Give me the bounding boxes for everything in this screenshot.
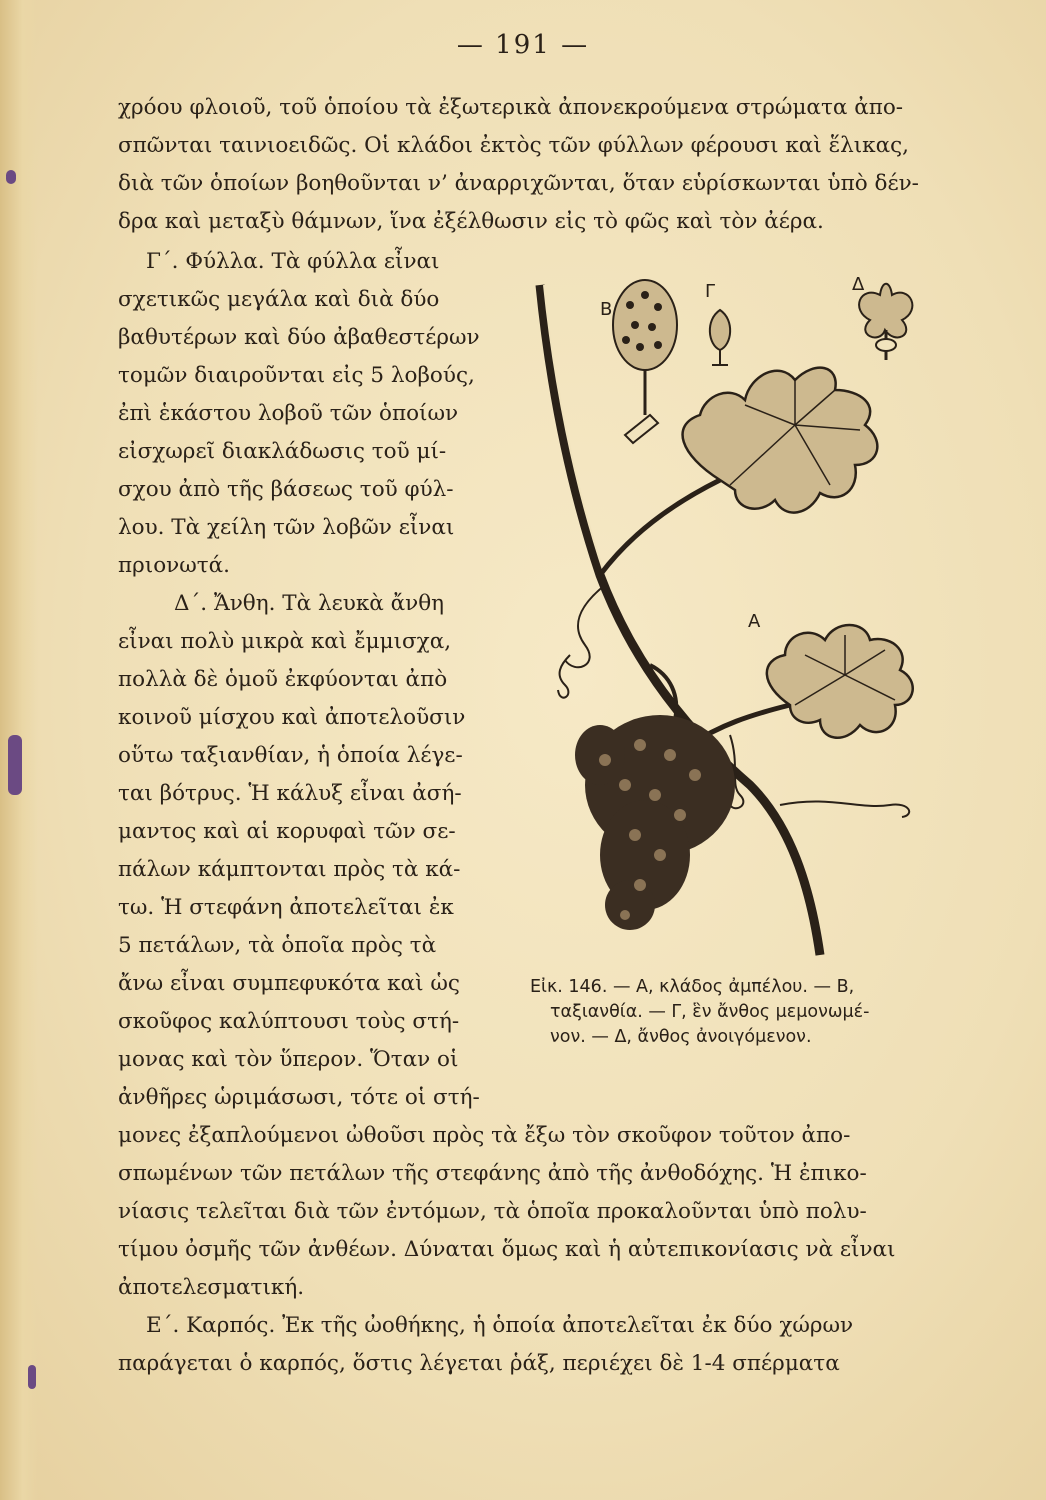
caption-line: Εἰκ. 146. — Α, κλάδος ἀμπέλου. — Β, [530, 977, 855, 997]
tendril [565, 585, 605, 667]
text-line: σπωμένων τῶν πετάλων τῆς στεφάνης ἀπὸ τῆς ἀνθοδόχης. Ἡ ἐπικο- [118, 1161, 867, 1186]
figure-caption [530, 975, 960, 1050]
grape-cluster [575, 715, 735, 930]
text-line: πριονωτά. [118, 553, 230, 578]
vine-leaf-lower [767, 625, 913, 738]
text-line: 5 πετάλων, τὰ ὁποῖα πρὸς τὰ [118, 933, 437, 958]
text-line: ται βότρυς. Ἡ κάλυξ εἶναι ἀσή- [118, 781, 462, 806]
section-heading-flowers: Δ΄. Ἄνθη. Τὰ λευκὰ ἄνθη [174, 591, 445, 616]
text-line: πάλων κάμπτονται πρὸς τὰ κά- [118, 857, 461, 882]
text-line: ἀνθῆρες ὡριμάσωσι, τότε οἱ στή- [118, 1085, 480, 1110]
page-number: — 191 — [456, 30, 590, 60]
figure-label-b: Β [600, 299, 613, 320]
text-line: νίασις τελεῖται διὰ τῶν ἐντόμων, τὰ ὁποῖα προκαλοῦνται ὑπὸ πολυ- [118, 1199, 867, 1224]
text-line: σχου ἀπὸ τῆς βάσεως τοῦ φύλ- [118, 477, 454, 502]
closed-flower-drawing [710, 310, 730, 365]
text-line: παράγεται ὁ καρπός, ὅστις λέγεται ῥάξ, περιέχει δὲ 1-4 σπέρματα [118, 1351, 840, 1376]
text-line: μονες ἐξαπλούμενοι ὠθοῦσι πρὸς τὰ ἔξω τὸν σκοῦφον τοῦτον ἀπο- [118, 1123, 851, 1148]
text-line: σχετικῶς μεγάλα καὶ διὰ δύο [118, 287, 440, 312]
caption-line: ταξιανθία. — Γ, ἓν ἄνθος μεμονωμέ- [550, 1002, 870, 1022]
binding-thread-bottom [28, 1365, 36, 1389]
grapevine-illustration [530, 265, 965, 965]
figure-label-g: Γ [705, 281, 716, 302]
figure-label-d: Δ [852, 274, 865, 295]
grapevine-engraving [530, 265, 965, 965]
section-heading-leaves: Γ΄. Φύλλα. Τὰ φύλλα εἶναι [146, 249, 440, 274]
text-line: οὕτω ταξιανθίαν, ἡ ὁποία λέγε- [118, 743, 463, 768]
binding-thread-middle [8, 735, 22, 795]
vine-leaf-upper [683, 368, 878, 513]
opening-flower-drawing [859, 284, 912, 360]
text-line: μονας καὶ τὸν ὕπερον. Ὅταν οἱ [118, 1047, 459, 1072]
section-heading-fruit: Ε΄. Καρπός. Ἐκ τῆς ὠοθήκης, ἡ ὁποία ἀποτελεῖται ἐκ δύο χώρων [146, 1313, 854, 1338]
text-line: σκοῦφος καλύπτουσι τοὺς στή- [118, 1009, 460, 1034]
text-line: λου. Τὰ χείλη τῶν λοβῶν εἶναι [118, 515, 455, 540]
text-line: ἄνω εἶναι συμπεφυκότα καὶ ὡς [118, 971, 460, 996]
caption-line: νον. — Δ, ἄνθος ἀνοιγόμενον. [550, 1027, 812, 1047]
tendril [780, 801, 909, 817]
tendril [558, 655, 570, 698]
text-line: τω. Ἡ στεφάνη ἀποτελεῖται ἐκ [118, 895, 454, 920]
text-line: ἀποτελεσματική. [118, 1275, 305, 1300]
text-line: ἐπὶ ἑκάστου λοβοῦ τῶν ὁποίων [118, 401, 459, 426]
text-line: χρόου φλοιοῦ, τοῦ ὁποίου τὰ ἐξωτερικὰ ἀπονεκρούμενα στρώματα ἀπο- [118, 95, 904, 120]
text-line: εἶναι πολὺ μικρὰ καὶ ἔμμισχα, [118, 629, 452, 654]
text-line: εἰσχωρεῖ διακλάδωσις τοῦ μί- [118, 439, 447, 464]
text-line: κοινοῦ μίσχου καὶ ἀποτελοῦσιν [118, 705, 466, 730]
text-line: μαντος καὶ αἱ κορυφαὶ τῶν σε- [118, 819, 456, 844]
text-line: βαθυτέρων καὶ δύο ἀβαθεστέρων [118, 325, 480, 350]
text-line: τομῶν διαιροῦνται εἰς 5 λοβούς, [118, 363, 475, 388]
inflorescence-drawing [613, 280, 677, 443]
text-line: δρα καὶ μεταξὺ θάμνων, ἵνα ἐξέλθωσιν εἰς τὸ φῶς καὶ τὸν ἀέρα. [118, 209, 824, 234]
text-line: διὰ τῶν ὁποίων βοηθοῦνται ν’ ἀναρριχῶνται, ὅταν εὑρίσκωνται ὑπὸ δέν- [118, 171, 919, 196]
text-line: τίμου ὀσμῆς τῶν ἀνθέων. Δύναται ὅμως καὶ ἡ αὐτεπικονίασις νὰ εἶναι [118, 1237, 896, 1262]
leaf-stalk [600, 480, 720, 575]
text-line: σπῶνται ταινιοειδῶς. Οἱ κλάδοι ἐκτὸς τῶν φύλλων φέρουσι καὶ ἕλικας, [118, 133, 910, 158]
figure-label-a: Α [748, 611, 761, 632]
text-line: πολλὰ δὲ ὁμοῦ ἐκφύονται ἀπὸ [118, 667, 448, 692]
binding-thread-top [6, 170, 16, 184]
